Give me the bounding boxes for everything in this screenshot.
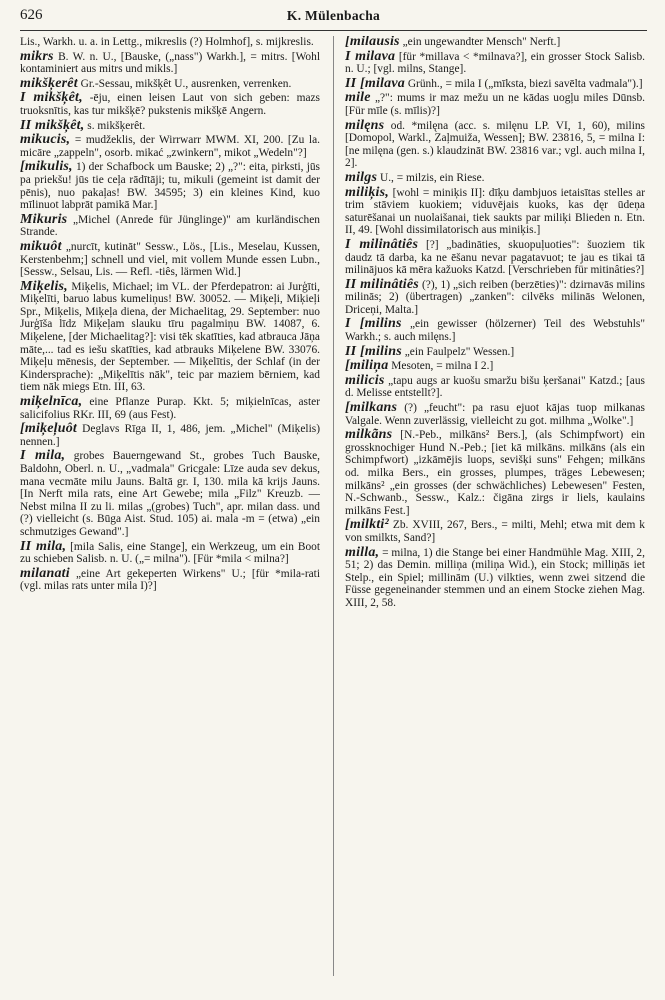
dictionary-entry <box>345 544 645 610</box>
entry-text: U., = milzis, ein Riese. <box>379 171 485 184</box>
entry-headword: [miķeļuôt <box>20 421 78 437</box>
entry-text: od. *milęna (acc. s. milęnu LP. VI, 1, 60), milins [Domopol, Warkl., Zaļmuiža, Wessen]; BW. 23816, 5, = milna I: [ne milęna (gen. s.) klaudzināt BW. 23816 var.; vgl. auch milna I, 2]. <box>345 119 645 170</box>
dictionary-entry <box>20 48 320 76</box>
entry-text: eine Pflanze Purap. Kkt. 5; miķielnīcas, aster salicifolius RKr. III, 69 (aus Fest). <box>20 396 320 421</box>
entry-headword: [milkti² <box>345 517 389 533</box>
entry-text: Zb. XVIII, 267, Bers., = milti, Mehl; etwa mit dem k von smilkts, Sand?] <box>345 519 645 544</box>
dictionary-entry <box>20 450 320 538</box>
dictionary-entry <box>20 238 320 279</box>
dictionary-entry <box>20 134 320 159</box>
entry-headword: [miliņa <box>345 358 389 374</box>
entry-headword: II [milava <box>345 75 405 91</box>
entry-headword: Mikuris <box>20 211 68 227</box>
dictionary-entry <box>345 360 645 373</box>
entry-headword: [milkans <box>345 400 398 416</box>
dictionary-entry <box>20 161 320 211</box>
entry-headword: II [milins <box>345 343 402 359</box>
dictionary-entry <box>20 211 320 239</box>
entry-headword: [mikulis, <box>20 159 73 175</box>
entry-headword: I mikšķêt, <box>20 90 83 106</box>
dictionary-entry <box>20 538 320 566</box>
entry-headword: mikrs <box>20 48 54 64</box>
entry-headword: II mila, <box>20 538 67 554</box>
dictionary-entry <box>20 565 320 593</box>
entry-text: [für *millava < *milnava?], ein grosser Stock Salisb. n. U.; [vgl. milns, Stange]. <box>345 50 645 76</box>
left-column <box>20 36 320 992</box>
entry-headword: mikuôt <box>20 238 62 254</box>
entry-headword: milicis <box>345 372 385 388</box>
right-column <box>345 36 645 992</box>
entry-text: 1) der Schafbock um Bauske; 2) „?": eita, pirksti, jūs pa priekšu! jūs tie ceļa rādītāji; tu, mikuli (gemeint ist damit der pēnis), nuo pakaļas! BW. 34595; 3) ein kleines Kind, kuo mīlinuot labprāt pamikā Mar.] <box>20 161 320 212</box>
entry-headword: [milausis <box>345 36 400 49</box>
dictionary-entry <box>345 276 645 317</box>
dictionary-entry <box>345 318 645 343</box>
entry-text: „ein ungewandter Mensch" Nerft.] <box>402 36 561 48</box>
page-number: 626 <box>20 7 43 23</box>
dictionary-entry <box>345 75 645 91</box>
dictionary-entry <box>20 75 320 91</box>
entry-headword: I [milins <box>345 316 402 332</box>
entry-text: [mila Salis, eine Stange], ein Werkzeug, um ein Boot zu schieben Salisb. n. U. („= milna"). [Für *mila < milna?] <box>20 540 320 566</box>
entry-text: Deglavs Rīga II, 1, 486, jem. „Michel" (Miķelis) nennen.] <box>20 423 320 448</box>
entry-headword: mile <box>345 90 371 106</box>
entry-text: Mesoten, = milna I 2.] <box>391 360 494 373</box>
entry-headword: II milinâtiês <box>345 276 419 292</box>
entry-headword: milęns <box>345 117 385 133</box>
dictionary-entry <box>345 343 645 359</box>
entry-text: (?), 1) „sich reiben (berzēties)": dzirnavās milins milinās; 2) (übertragen) „zanken": cilvēks milinās Welonen, Driceņi, Malta.] <box>345 278 645 316</box>
dictionary-entry <box>345 236 645 277</box>
entry-headword: miķelnīca, <box>20 394 83 410</box>
dictionary-entry <box>345 372 645 400</box>
entry-text: [wohl = miniķis II]: dīķu dambjuos ietaisītas stelles ar trim stāviem kuokiem; viduvējais kuoks, kas dęr ūdeņa saturēšanai un nuolaišanai, tiek saukts par miliķi Blieden n. Etn. II, 49. [Wohl dissimilatorisch aus miniķis.] <box>345 186 645 237</box>
dictionary-entry <box>345 519 645 544</box>
entry-text: -ēju, einen leisen Laut von sich geben: mazs truoksnītis, kas tur mikšķē? pukstenis mikšķē Angern. <box>20 92 320 117</box>
entry-headword: milanati <box>20 565 70 581</box>
entry-headword: milkãns <box>345 427 393 443</box>
entry-text: „tapu augs ar kuošu smaržu bišu ķeršanai" Katzd.; [aus d. Melisse entstellt?]. <box>345 374 645 400</box>
entry-headword: miliķis, <box>345 184 389 200</box>
entry-text: „eine Art gekeperten Wirkens" U.; [für *mila-rati (vgl. milas rats unter mila I)?] <box>20 567 320 593</box>
entry-text: „nurcīt, kutināt" Sessw., Lös., [Lis., Meselau, Kussen, Kerstenbehm;] schnell und viel, mit vollem Munde essen Lubn., [Sessw., Selsau, Lis. — Refl. -tiês, lärmen Wid.] <box>20 240 320 279</box>
dictionary-entry <box>345 117 645 170</box>
dictionary-entry <box>20 117 320 133</box>
running-title: K. Mülenbacha <box>286 8 381 23</box>
entry-headword: milla, <box>345 544 380 560</box>
dictionary-entry <box>345 36 645 49</box>
dictionary-entry <box>345 92 645 117</box>
entry-headword: I mila, <box>20 448 66 464</box>
entry-text: = milna, 1) die Stange bei einer Handmühle Mag. XIII, 2, 51; 2) das Demin. milliņa (miliņa Wid.), ein Stock; milliņās iet Stelp., ein Spiel; millinām (U.) vilkties, wenn zwei sitzend die Füsse gegeneinander stemmen und an einem Stocke ziehen Mag. XIII, 2, 58. <box>345 546 645 609</box>
dictionary-entry <box>20 396 320 421</box>
page-header <box>20 6 647 31</box>
column-divider <box>333 36 334 976</box>
entry-text: „?": mums ir maz mežu un ne kādas uogļu miles Dūnsb. [Für mīle (s. mīlis)?] <box>345 92 645 117</box>
entry-text: grobes Bauerngewand St., grobes Tuch Bauske, Baldohn, Oberl. n. U., „vadmala" Gricgale: Līze auda sev dekus, mana vecmāte milu Jauns. Baltā gr. I, 130. mila kā krijs Jauns. [In Nerft mila rats, eine Art Gewebe; mila „Filz" Kreuzb. — Nebst milna II zu li. milas „(grobes) Tuch", apr. milan dass. und (?) vielleicht (s. Būga Aist. Stud. 105) ai. mala -m = (etwa) „ein schmutziges Gewand".] <box>20 450 320 538</box>
entry-text: (?) „feucht": pa rasu ejuot kājas tuop milkanas Valgale. Wenn zuverlässig, vielleicht zu got. milhma „Wolke".] <box>345 402 645 427</box>
entry-text: [?] „badināties, skuopuļuoties": šuoziem tik daudz tā darba, ka ne ēšanu nevar pagatavuot; te jau es tikai tā milinājuos kā mēra kažuoks Katzd. [Verschrieben für mitinâties?] <box>345 238 645 277</box>
dictionary-entry <box>345 48 645 76</box>
entry-headword: mikšķerêt <box>20 75 78 91</box>
entry-headword: I milinâtiês <box>345 236 419 252</box>
dictionary-entry <box>345 184 645 237</box>
entry-text: „ein gewisser (hölzerner) Teil des Webstuhls" Warkh.; s. auch milęns.] <box>345 318 645 344</box>
entry-text: [N.-Peb., milkāns² Bers.], (als Schimpfwort) ein grossknochiger Hund N.-Peb.; [iet kā milkāns. milkāns (als ein Schimpfwort) „izkāmējis luops, sevišķi suns" Fehgen; milkāns od. milka Bers., ein grosses, plumpes, träges Lebewesen; milkāns² „ein grosses (der schwächliches) Lebewesen" Festen, N.-Schwanb., Sessw., Kalz.: čigāna zirgs ir liels, kaulains milkāns Fest.] <box>345 429 645 517</box>
entry-text: „Michel (Anrede für Jünglinge)" am kurländischen Strande. <box>20 213 320 239</box>
dictionary-entry <box>20 36 320 49</box>
dictionary-entry <box>345 429 645 517</box>
entry-headword: Miķelis, <box>20 278 68 294</box>
dictionary-entry <box>345 169 645 185</box>
entry-text: „ein Faulpelz" Wessen.] <box>404 345 515 358</box>
dictionary-entry <box>345 402 645 427</box>
entry-text: Grünh., = mila I („mīksta, biezi savēlta vadmala").] <box>407 77 643 90</box>
entry-text: Miķelis, Michael; im VL. der Pferdepatron: ai Jurģīti, Miķelīti, baruo labus kumeliņus! BW. 30052. — Miķeļi, Miķieļi Spr., Miķelis, Miķeļa diena, der Michaelitag, 29. September: nuo Jurģīša līdz Miķeļam slauku tīru pagalmiņu BW. 14087, 6. Miķelene, [der Michaelitag?]: visi tēk skatīties, kad atbrauca Jāņa māte,... tad es iešu skatīties, kad atbrauks Miķelene BW. 33076. Miķeļu mēnesis, der September. — Miķelītis, der Schlaf (in der Kindersprache): „Miķelītis nāk", teic par maziem bērniem, kad tiem nāk miegs Etn. III, 63. <box>20 280 320 394</box>
entry-text: = mudžeklis, der Wirrwarr MWM. XI, 200. [Zu la. micāre „zappeln", osorb. mikać „zwinkern", mikot „Wedeln"?] <box>20 134 320 159</box>
entry-headword: mikucis, <box>20 132 71 148</box>
entry-text: s. mikšķerêt. <box>87 119 146 132</box>
entry-text: B. W. n. U., [Bauske, („nass") Warkh.], = mitrs. [Wohl kontaminiert aus mitrs und mikls.] <box>20 50 320 76</box>
entry-text: Lis., Warkh. u. a. in Lettg., mikreslis (?) Holmhof], s. mijkreslis. <box>20 36 314 48</box>
dictionary-entry <box>20 278 320 394</box>
dictionary-entry <box>20 92 320 117</box>
entry-headword: I milava <box>345 48 396 64</box>
entry-headword: milgs <box>345 169 378 185</box>
entry-headword: II mikšķêt, <box>20 117 85 133</box>
entry-text: Gr.-Sessau, mikšķêt U., ausrenken, verrenken. <box>80 77 292 90</box>
dictionary-entry <box>20 423 320 448</box>
